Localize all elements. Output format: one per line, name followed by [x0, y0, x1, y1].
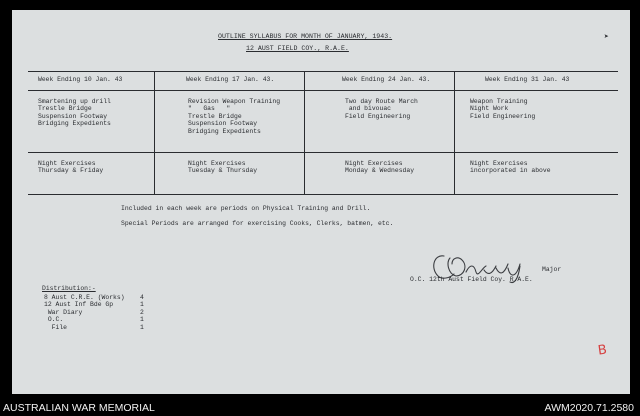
activity-item: Field Engineering	[470, 112, 536, 120]
page-subtitle: 12 AUST FIELD COY., R.A.E.	[246, 45, 349, 52]
night-exercises-col2	[188, 160, 257, 175]
day-activities-col3	[345, 98, 418, 120]
night-exercises-col3	[345, 160, 414, 175]
night-exercises-col1	[38, 160, 103, 175]
distribution-list	[44, 294, 125, 331]
distribution-count: 4	[140, 294, 144, 301]
week-header: Week Ending 24 Jan. 43.	[342, 76, 431, 83]
night-item: Night Exercises	[188, 160, 246, 167]
activity-item: Revision Weapon Training	[188, 98, 281, 105]
distribution-heading: Distribution:-	[42, 285, 96, 292]
table-divider	[454, 71, 455, 194]
activity-item: Smartening up drill	[38, 98, 111, 105]
footer-accession-number: AWM2020.71.2580	[544, 402, 634, 414]
table-top-rule	[28, 71, 618, 72]
week-header: Week Ending 10 Jan. 43	[38, 76, 123, 83]
night-item: Thursday & Friday	[38, 167, 104, 175]
activity-item: Field Engineering	[345, 112, 411, 120]
distribution-item: 12 Aust Inf Bde Gp	[44, 301, 114, 309]
activity-item: Suspension Footway	[188, 120, 258, 128]
distribution-item: War Diary	[44, 308, 83, 316]
table-header-rule	[28, 90, 618, 91]
activity-item: Two day Route March	[345, 98, 418, 105]
day-activities-col2	[188, 98, 280, 135]
red-b-mark: B	[596, 342, 608, 359]
table-bottom-rule	[28, 194, 618, 195]
distribution-count: 1	[140, 301, 144, 309]
distribution-counts	[140, 294, 144, 331]
signatory-title: O.C. 12th Aust Field Coy. R.A.E.	[410, 276, 533, 283]
night-item: incorporated in above	[470, 167, 551, 175]
document-sheet	[12, 10, 630, 394]
night-item: Night Exercises	[345, 160, 403, 167]
week-header: Week Ending 17 Jan. 43.	[186, 76, 275, 83]
note-physical-training: Included in each week are periods on Physical Training and Drill.	[121, 205, 371, 212]
day-activities-col1	[38, 98, 111, 128]
activity-item: Bridging Expedients	[38, 120, 111, 128]
note-special-periods: Special Periods are arranged for exercising Cooks, Clerks, batmen, etc.	[121, 220, 394, 227]
distribution-count: 1	[140, 316, 144, 324]
activity-item: Trestle Bridge	[38, 105, 92, 113]
activity-item: " Gas "	[188, 105, 231, 113]
distribution-count: 2	[140, 308, 144, 316]
distribution-count: 1	[140, 323, 144, 331]
activity-item: and bivouac	[345, 105, 392, 113]
activity-item: Weapon Training	[470, 98, 528, 105]
arrow-icon: ➤	[604, 33, 609, 42]
distribution-item: O.C.	[44, 316, 64, 324]
night-item: Night Exercises	[38, 160, 96, 167]
activity-item: Bridging Expedients	[188, 127, 261, 135]
distribution-item: 8 Aust C.R.E. (Works)	[44, 294, 125, 301]
activity-item: Night Work	[470, 105, 509, 113]
day-activities-col4	[470, 98, 535, 120]
activity-item: Trestle Bridge	[188, 112, 242, 120]
table-divider	[304, 71, 305, 194]
page-title: OUTLINE SYLLABUS FOR MONTH OF JANUARY, 1943.	[218, 33, 393, 40]
night-item: Monday & Wednesday	[345, 167, 415, 175]
signatory-rank: Major	[542, 266, 562, 273]
night-exercises-col4	[470, 160, 551, 175]
distribution-item: File	[44, 323, 68, 331]
table-mid-rule	[28, 152, 618, 153]
table-divider	[154, 71, 155, 194]
activity-item: Suspension Footway	[38, 112, 108, 120]
night-item: Tuesday & Thursday	[188, 167, 258, 175]
night-item: Night Exercises	[470, 160, 528, 167]
week-header: Week Ending 31 Jan. 43	[485, 76, 570, 83]
footer-source: AUSTRALIAN WAR MEMORIAL	[3, 402, 155, 414]
